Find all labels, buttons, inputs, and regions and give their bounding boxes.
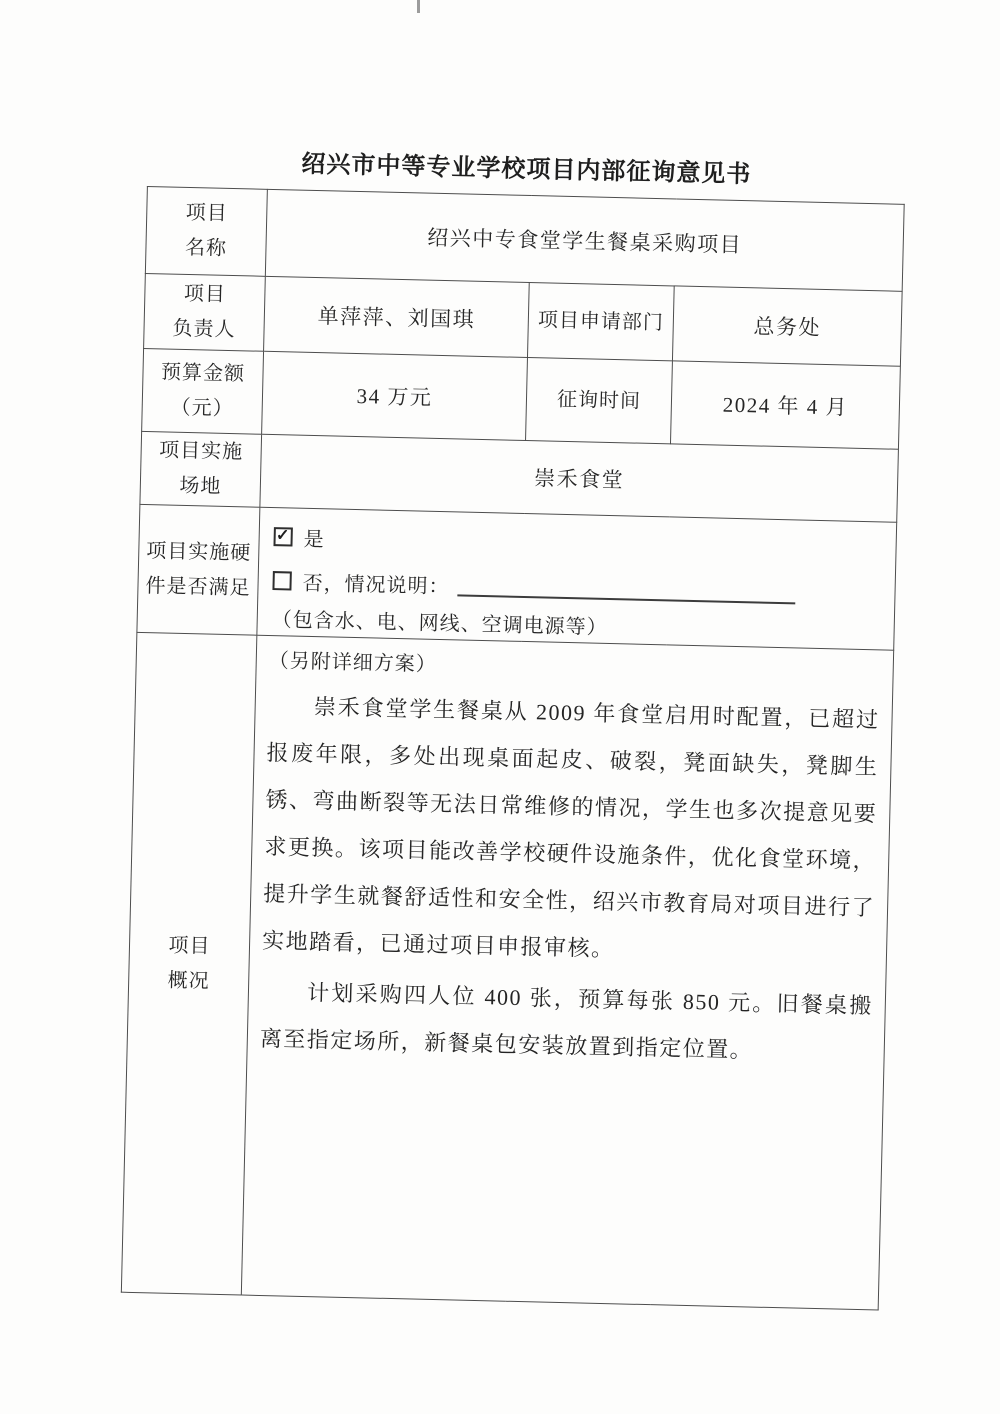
row-overview: [121, 632, 893, 1310]
budget-label-line1: 预算金额: [160, 361, 246, 386]
checkbox-checked-icon: ✓: [273, 527, 292, 546]
site-value: 崇禾食堂: [260, 434, 899, 522]
leader-label: [144, 273, 266, 351]
apply-dept-value: 总务处: [672, 286, 902, 366]
overview-attachment-note: （另附详细方案）: [268, 649, 437, 676]
scan-artifact: [417, 0, 420, 13]
apply-dept-label: 项目申请部门: [527, 283, 674, 361]
overview-paragraph-1: 崇禾食堂学生餐桌从 2009 年食堂启用时配置，已超过报废年限，多处出现桌面起皮、破裂，凳面缺失，凳脚生锈、弯曲断裂等无法日常维修的情况，学生也多次提意见要求更换。该项目能改善学校硬件设施条件，优化食堂环境，提升学生就餐舒适性和安全性，绍兴市教育局对项目进行了实地踏看，已通过项目申报审核。: [261, 694, 880, 962]
hardware-options: [257, 507, 897, 650]
inquiry-time-label: 征询时间: [526, 358, 673, 444]
inquiry-time-value: 2024 年 4 月: [670, 361, 900, 449]
project-name-label: [145, 186, 267, 276]
overview-label-line1: 项目: [168, 934, 211, 958]
hardware-label-line1: 项目实施硬: [146, 539, 252, 565]
hardware-label: [137, 504, 260, 635]
form-table: [121, 186, 905, 1311]
site-label-line1: 项目实施: [158, 439, 244, 464]
budget-value: 34 万元: [262, 351, 528, 440]
document-page: [121, 140, 908, 1311]
project-name-label-line2: 名称: [184, 236, 228, 260]
overview-paragraph-2: 计划采购四人位 400 张，预算每张 850 元。旧餐桌搬离至指定场所，新餐桌包安装放置到指定位置。: [259, 979, 874, 1063]
checkbox-unchecked-icon: [272, 571, 291, 590]
hardware-yes-label: 是: [303, 528, 325, 551]
budget-label-line2: （元）: [170, 396, 234, 421]
site-label: [140, 431, 262, 507]
project-name-value: 绍兴中专食堂学生餐桌采购项目: [265, 189, 904, 291]
hardware-no-label: 否，情况说明：: [302, 572, 450, 598]
leader-label-line1: 项目: [183, 282, 227, 306]
leader-value: 单萍萍、刘国琪: [264, 276, 530, 357]
document-title: 绍兴市中等专业学校项目内部征询意见书: [301, 150, 752, 189]
row-hardware: [137, 504, 897, 650]
project-name-label-line1: 项目: [185, 201, 229, 225]
site-label-line2: 场地: [179, 474, 222, 498]
budget-label: [142, 348, 264, 434]
hardware-note: （包含水、电、网线、空调电源等）: [271, 609, 608, 639]
situation-blank-underline: [457, 572, 795, 604]
overview-label: [121, 632, 257, 1295]
leader-label-line2: 负责人: [172, 317, 236, 342]
overview-label-line2: 概况: [167, 969, 210, 993]
hardware-label-line2: 件是否满足: [145, 574, 251, 600]
overview-content: [241, 635, 893, 1310]
